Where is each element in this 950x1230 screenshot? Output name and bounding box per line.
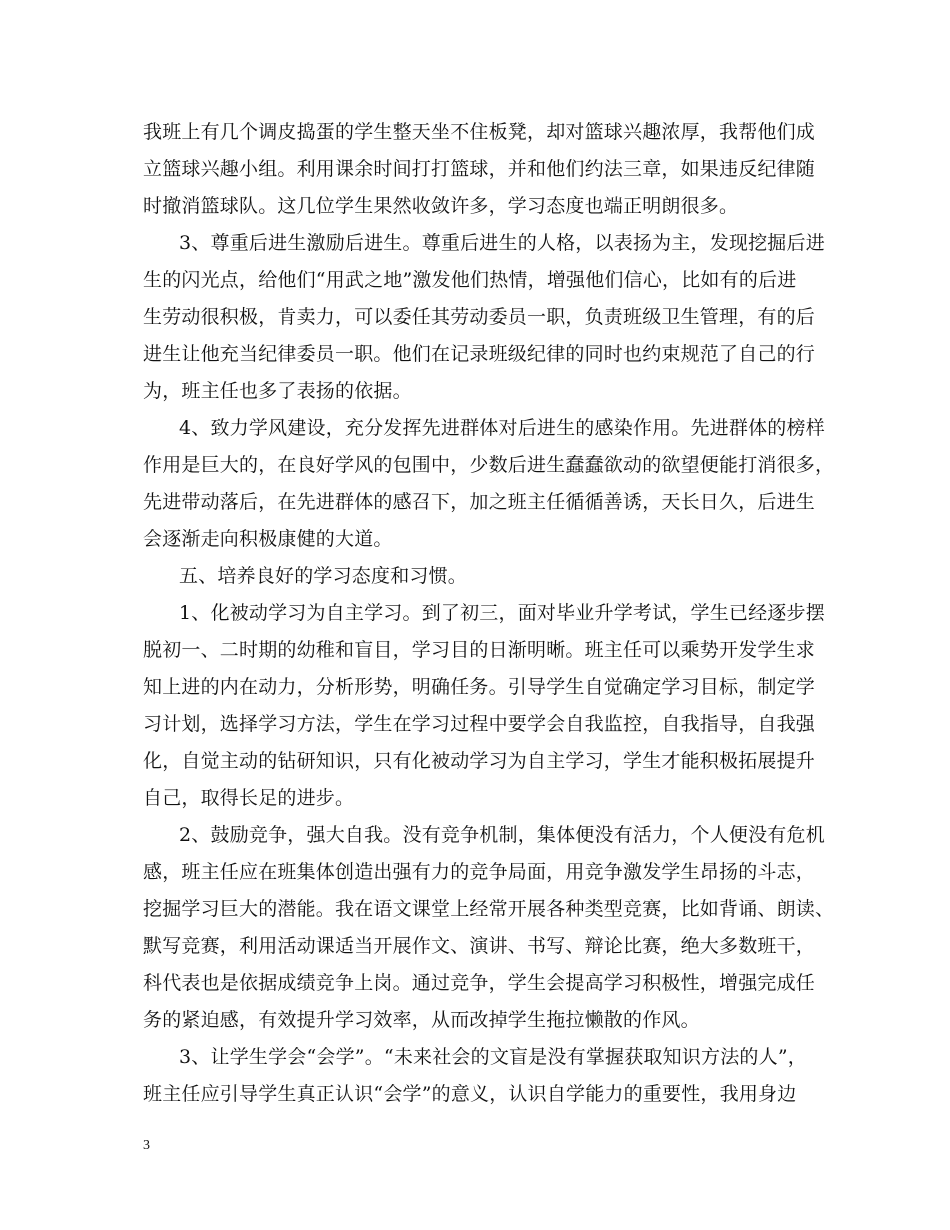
text-line: 生的闪光点，给他们“用武之地”激发他们热情，增强他们信心，比如有的后进 [143,269,797,291]
text-line: 挖掘学习巨大的潜能。我在语文课堂上经常开展各种类型竞赛，比如背诵、朗读、 [143,898,835,920]
text-line: 生劳动很积极，肯卖力，可以委任其劳动委员一职，负责班级卫生管理，有的后 [143,306,816,328]
text-line: 我班上有几个调皮捣蛋的学生整天坐不住板凳，却对篮球兴趣浓厚，我帮他们成 [143,121,816,143]
text-line: 默写竞赛，利用活动课适当开展作文、演讲、书写、辩论比赛，绝大多数班干， [143,935,816,957]
paragraph-start: 4、致力学风建设，充分发挥先进群体对后进生的感染作用。先进群体的榜样 [179,417,825,439]
paragraph-start: 2、鼓励竞争，强大自我。没有竞争机制，集体便没有活力，个人便没有危机 [179,824,825,846]
paragraph-start: 1、化被动学习为自主学习。到了初三，面对毕业升学考试，学生已经逐步摆 [179,602,825,624]
text-line: 自己，取得长足的进步。 [143,787,355,809]
paragraph-start: 3、让学生学会“会学”。“未来社会的文盲是没有掌握获取知识方法的人”， [179,1046,807,1068]
page-number: 3 [143,1138,150,1153]
text-line: 立篮球兴趣小组。利用课余时间打打篮球，并和他们约法三章，如果违反纪律随 [143,158,816,180]
text-line: 习计划，选择学习方法，学生在学习过程中要学会自我监控，自我指导，自我强 [143,713,816,735]
text-line: 化，自觉主动的钻研知识，只有化被动学习为自主学习，学生才能积极拓展提升 [143,750,816,772]
text-line: 班主任应引导学生真正认识“会学”的意义，认识自学能力的重要性，我用身边 [143,1083,797,1105]
text-line: 务的紧迫感，有效提升学习效率，从而改掉学生拖拉懒散的作风。 [143,1009,700,1031]
text-line: 会逐渐走向积极康健的大道。 [143,528,393,550]
text-line: 脱初一、二时期的幼稚和盲目，学习目的日渐明晰。班主任可以乘势开发学生求 [143,639,816,661]
text-line: 作用是巨大的，在良好学风的包围中，少数后进生蠢蠢欲动的欲望便能打消很多， [143,454,835,476]
text-line: 先进带动落后，在先进群体的感召下，加之班主任循循善诱，天长日久，后进生 [143,491,816,513]
text-line: 为，班主任也多了表扬的依据。 [143,380,412,402]
text-line: 感，班主任应在班集体创造出强有力的竞争局面，用竞争激发学生昂扬的斗志， [143,861,816,883]
text-line: 科代表也是依据成绩竞争上岗。通过竞争，学生会提高学习积极性，增强完成任 [143,972,816,994]
text-line: 时撤消篮球队。这几位学生果然收敛许多，学习态度也端正明朗很多。 [143,195,739,217]
paragraph-start: 3、尊重后进生激励后进生。尊重后进生的人格，以表扬为主，发现挖掘后进 [179,232,825,254]
section-heading: 五、培养良好的学习态度和习惯。 [179,565,468,587]
text-line: 进生让他充当纪律委员一职。他们在记录班级纪律的同时也约束规范了自己的行 [143,343,816,365]
text-line: 知上进的内在动力，分析形势，明确任务。引导学生自觉确定学习目标，制定学 [143,676,816,698]
